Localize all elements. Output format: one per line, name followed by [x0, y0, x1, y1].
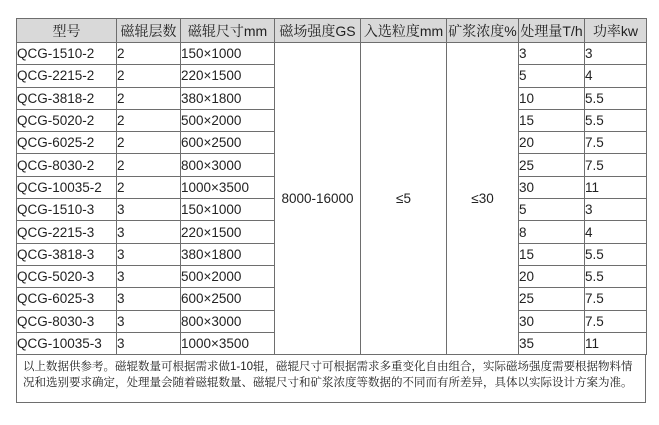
- cell-capacity: 20: [519, 132, 585, 154]
- cell-model: QCG-1510-3: [17, 199, 117, 221]
- table-body: [17, 43, 647, 355]
- spec-table-container: [16, 18, 646, 403]
- cell-power: 4: [585, 65, 647, 87]
- cell-roller-size: 1000×3500: [181, 332, 275, 354]
- cell-model: QCG-5020-2: [17, 109, 117, 131]
- cell-roller-size: 600×2500: [181, 132, 275, 154]
- cell-layers: 2: [117, 176, 181, 198]
- cell-model: QCG-8030-3: [17, 310, 117, 332]
- cell-model: QCG-6025-3: [17, 288, 117, 310]
- header-power: 功率kw: [585, 19, 647, 43]
- cell-power: 4: [585, 221, 647, 243]
- cell-power: 3: [585, 199, 647, 221]
- cell-layers: 2: [117, 43, 181, 65]
- cell-field-strength: 8000-16000: [275, 43, 361, 355]
- cell-model: QCG-1510-2: [17, 43, 117, 65]
- header-particle-size: 入选粒度mm: [361, 19, 447, 43]
- cell-capacity: 8: [519, 221, 585, 243]
- cell-power: 7.5: [585, 288, 647, 310]
- cell-capacity: 10: [519, 87, 585, 109]
- table-row: [17, 43, 647, 65]
- cell-concentration: ≤30: [447, 43, 519, 355]
- cell-model: QCG-2215-2: [17, 65, 117, 87]
- cell-roller-size: 220×1500: [181, 221, 275, 243]
- cell-roller-size: 500×2000: [181, 265, 275, 287]
- cell-layers: 3: [117, 310, 181, 332]
- header-capacity: 处理量T/h: [519, 19, 585, 43]
- cell-roller-size: 220×1500: [181, 65, 275, 87]
- header-concentration: 矿浆浓度%: [447, 19, 519, 43]
- footnote: 以上数据供参考。磁辊数量可根据需求做1-10辊，磁辊尺寸可根据需求多重变化自由组合，实际磁场强度需要根据物料情况和选别要求确定，处理量会随着磁辊数量、磁辊尺寸和矿浆浓度等数据的不同而有所差异，具体以实际设计方案为准。: [16, 355, 646, 403]
- cell-model: QCG-2215-3: [17, 221, 117, 243]
- cell-capacity: 20: [519, 265, 585, 287]
- cell-power: 5.5: [585, 265, 647, 287]
- cell-roller-size: 1000×3500: [181, 176, 275, 198]
- cell-capacity: 25: [519, 288, 585, 310]
- cell-roller-size: 600×2500: [181, 288, 275, 310]
- header-model: 型号: [17, 19, 117, 43]
- cell-layers: 2: [117, 109, 181, 131]
- cell-model: QCG-3818-2: [17, 87, 117, 109]
- cell-power: 11: [585, 176, 647, 198]
- cell-model: QCG-10035-2: [17, 176, 117, 198]
- cell-roller-size: 800×3000: [181, 154, 275, 176]
- header-field-strength: 磁场强度GS: [275, 19, 361, 43]
- header-roller-size: 磁辊尺寸mm: [181, 19, 275, 43]
- cell-roller-size: 800×3000: [181, 310, 275, 332]
- spec-table: [16, 18, 647, 355]
- cell-capacity: 15: [519, 243, 585, 265]
- cell-capacity: 5: [519, 65, 585, 87]
- cell-layers: 2: [117, 87, 181, 109]
- header-row: [17, 19, 647, 43]
- cell-layers: 3: [117, 332, 181, 354]
- cell-capacity: 15: [519, 109, 585, 131]
- cell-roller-size: 150×1000: [181, 199, 275, 221]
- cell-power: 3: [585, 43, 647, 65]
- cell-layers: 2: [117, 132, 181, 154]
- cell-capacity: 30: [519, 310, 585, 332]
- cell-layers: 3: [117, 288, 181, 310]
- cell-layers: 3: [117, 199, 181, 221]
- cell-roller-size: 380×1800: [181, 243, 275, 265]
- cell-roller-size: 380×1800: [181, 87, 275, 109]
- cell-particle-size: ≤5: [361, 43, 447, 355]
- cell-model: QCG-5020-3: [17, 265, 117, 287]
- header-layers: 磁辊层数: [117, 19, 181, 43]
- cell-power: 7.5: [585, 310, 647, 332]
- cell-model: QCG-3818-3: [17, 243, 117, 265]
- cell-model: QCG-8030-2: [17, 154, 117, 176]
- cell-capacity: 3: [519, 43, 585, 65]
- cell-layers: 2: [117, 154, 181, 176]
- cell-roller-size: 500×2000: [181, 109, 275, 131]
- cell-power: 7.5: [585, 132, 647, 154]
- cell-model: QCG-10035-3: [17, 332, 117, 354]
- cell-layers: 3: [117, 265, 181, 287]
- cell-capacity: 5: [519, 199, 585, 221]
- cell-capacity: 35: [519, 332, 585, 354]
- cell-capacity: 30: [519, 176, 585, 198]
- cell-model: QCG-6025-2: [17, 132, 117, 154]
- cell-power: 11: [585, 332, 647, 354]
- cell-layers: 3: [117, 221, 181, 243]
- cell-power: 7.5: [585, 154, 647, 176]
- cell-layers: 3: [117, 243, 181, 265]
- cell-power: 5.5: [585, 109, 647, 131]
- cell-power: 5.5: [585, 243, 647, 265]
- cell-roller-size: 150×1000: [181, 43, 275, 65]
- cell-capacity: 25: [519, 154, 585, 176]
- cell-layers: 2: [117, 65, 181, 87]
- cell-power: 5.5: [585, 87, 647, 109]
